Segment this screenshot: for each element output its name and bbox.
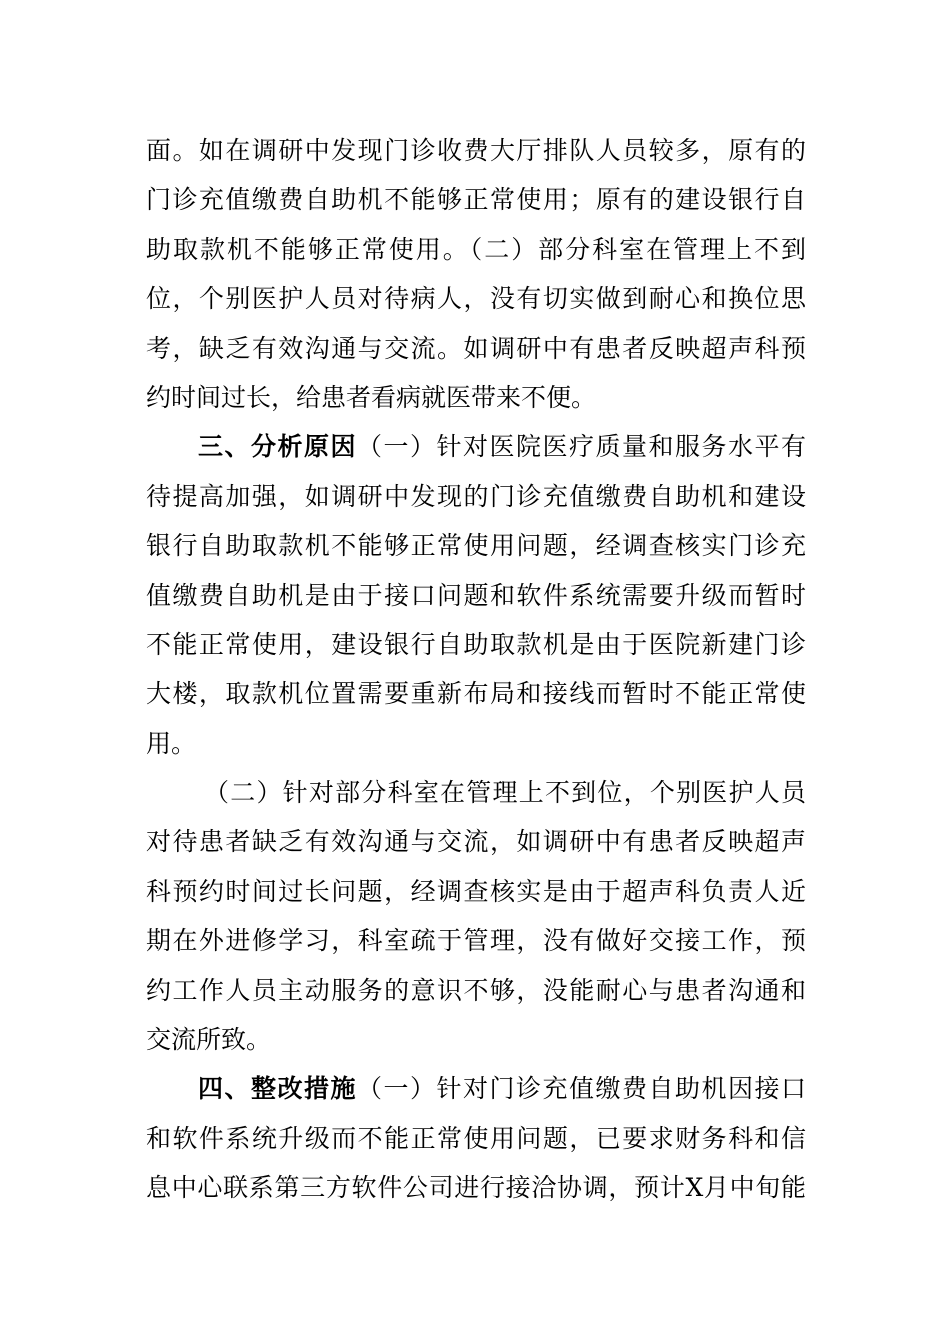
text-line: 交流所致。 (146, 1025, 272, 1055)
section-heading: 三、分析原因 (198, 432, 357, 462)
text-line: 考，缺乏有效沟通与交流。如调研中有患者反映超声科预 (146, 333, 806, 363)
text-line: 用。 (146, 728, 197, 758)
section-heading-line (146, 1064, 806, 1113)
text-line: 面。如在调研中发现门诊收费大厅排队人员较多，原有的 (146, 136, 806, 165)
text-line: 不能正常使用，建设银行自助取款机是由于医院新建门诊 (146, 629, 806, 659)
document-body (146, 126, 806, 1213)
text-line: （二）针对部分科室在管理上不到位，个别医护人员 (204, 778, 806, 808)
text-line: 银行自助取款机不能够正常使用问题，经调查核实门诊充 (146, 531, 806, 561)
text-line: 期在外进修学习，科室疏于管理，没有做好交接工作，预 (146, 926, 806, 956)
text-line: 待提高加强，如调研中发现的门诊充值缴费自助机和建设 (146, 481, 806, 511)
text-line: 约工作人员主动服务的意识不够，没能耐心与患者沟通和 (146, 975, 806, 1005)
text-line: 位，个别医护人员对待病人，没有切实做到耐心和换位思 (146, 284, 806, 314)
text-line: 助取款机不能够正常使用。（二）部分科室在管理上不到 (146, 234, 806, 264)
text-line: 门诊充值缴费自助机不能够正常使用；原有的建设银行自 (146, 185, 806, 215)
text-line: 息中心联系第三方软件公司进行接洽协调，预计X月中旬能 (146, 1173, 806, 1203)
text-line: 和软件系统升级而不能正常使用问题，已要求财务科和信 (146, 1123, 806, 1153)
section-heading: 四、整改措施 (198, 1074, 357, 1104)
text-line: 科预约时间过长问题，经调查核实是由于超声科负责人近 (146, 876, 806, 906)
text-line: 约时间过长，给患者看病就医带来不便。 (146, 382, 597, 412)
section-heading-text: （一）针对医院医疗质量和服务水平有 (357, 432, 806, 462)
text-line: 对待患者缺乏有效沟通与交流，如调研中有患者反映超声 (146, 827, 806, 857)
text-line: 值缴费自助机是由于接口问题和软件系统需要升级而暂时 (146, 580, 806, 610)
section-heading-text: （一）针对门诊充值缴费自助机因接口 (357, 1074, 806, 1104)
text-line: 大楼，取款机位置需要重新布局和接线而暂时不能正常使 (146, 679, 806, 709)
section-heading-line (146, 422, 806, 471)
